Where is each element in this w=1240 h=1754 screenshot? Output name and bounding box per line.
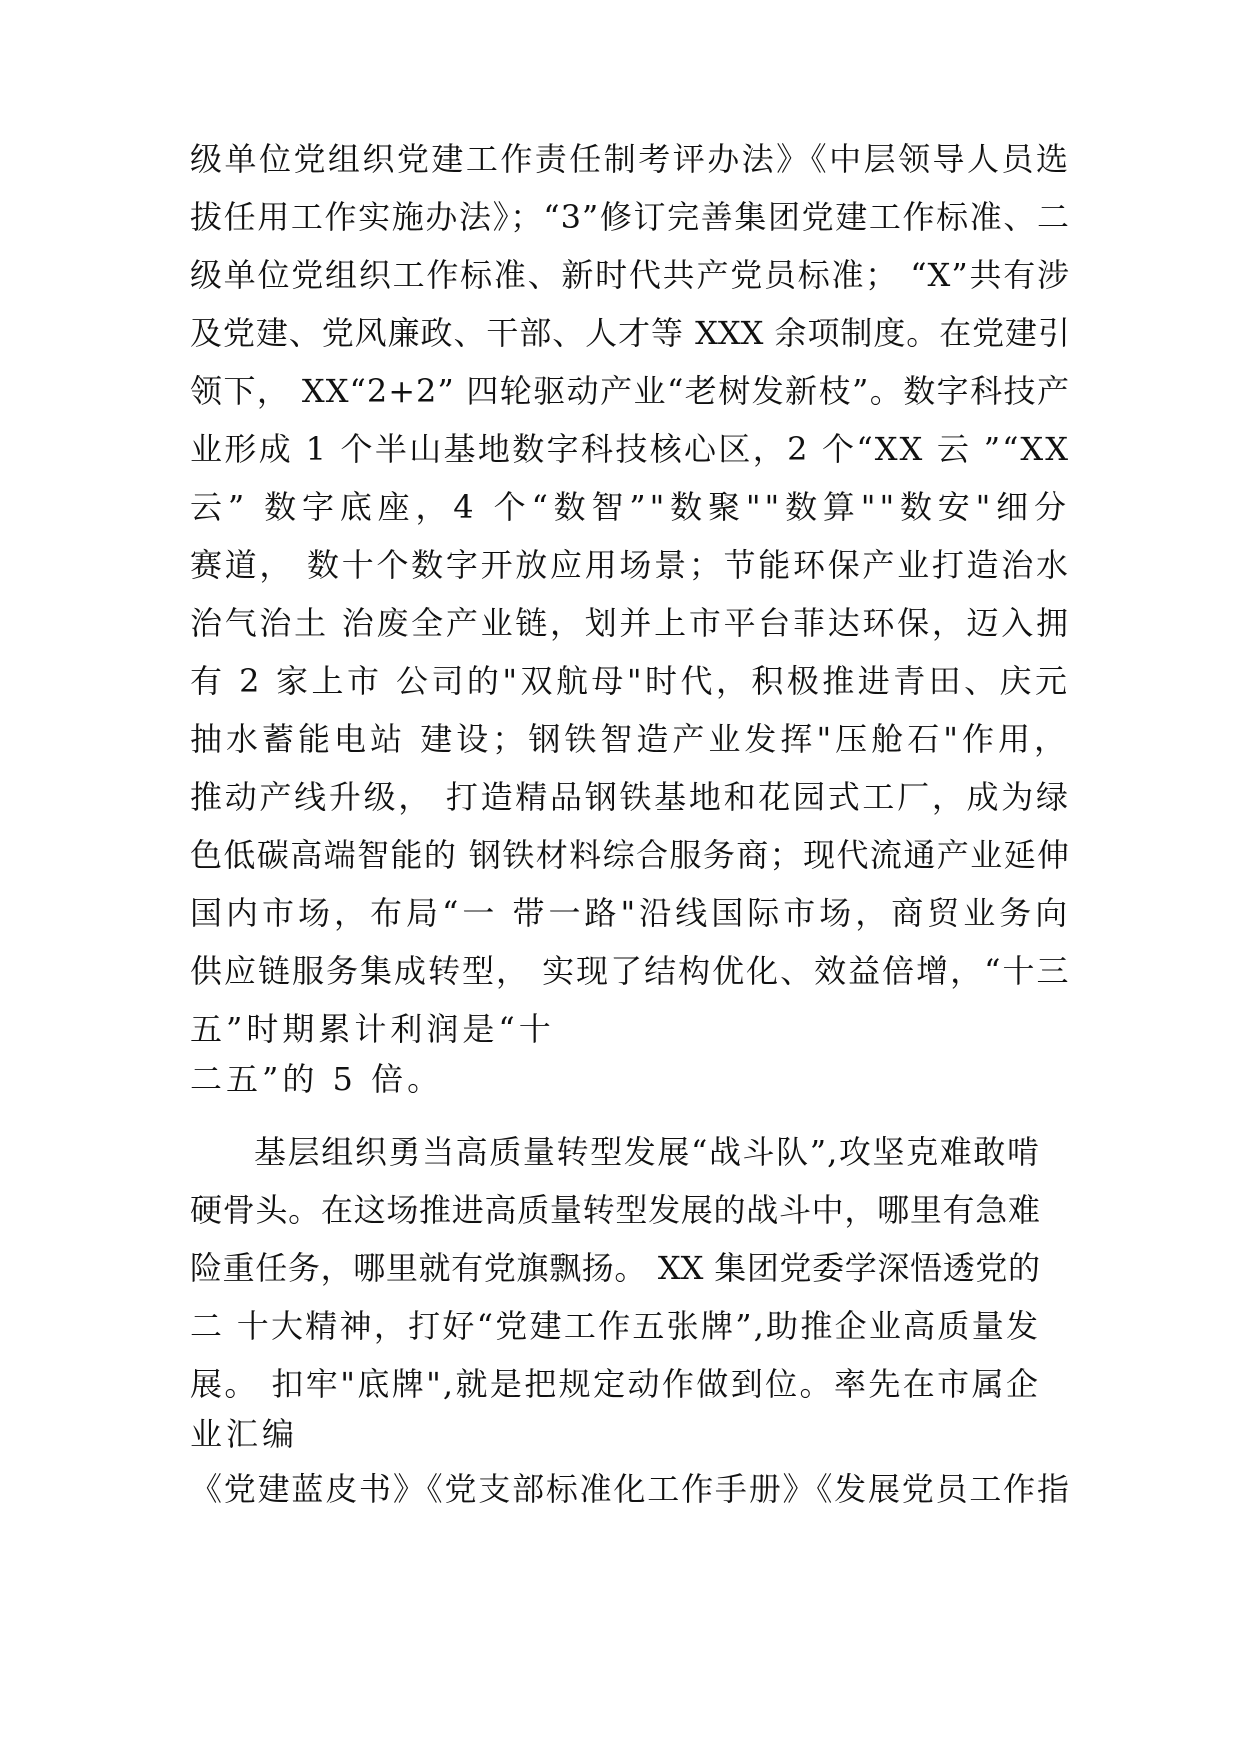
paragraph-1-line-5: 领下， XX“2+2” 四轮驱动产业“老树发新枝”。数字科技产 (190, 372, 1070, 410)
paragraph-1-line-14: 国内市场，布局“一 带一路"沿线国际市场，商贸业务向 (190, 894, 1072, 932)
paragraph-1-line-11: 抽水蓄能电站 建设；钢铁智造产业发挥"压舱石"作用， (190, 720, 1070, 758)
paragraph-2-line-1: 基层组织勇当高质量转型发展“战斗队”,攻坚克难敢啃 (254, 1133, 1040, 1171)
paragraph-1-line-7: 云” 数字底座，4 个“数智”"数聚""数算""数安"细分 (190, 488, 1070, 526)
paragraph-2-line-5: 展。 扣牢"底牌",就是把规定动作做到位。率先在市属企 (190, 1365, 1040, 1403)
paragraph-1-line-9: 治气治土 治废全产业链，划并上市平台菲达环保，迈入拥 (190, 604, 1070, 642)
paragraph-1-line-16: 五”时期累计利润是“十 (190, 1010, 555, 1048)
paragraph-2-line-4: 二 十大精神，打好“党建工作五张牌”,助推企业高质量发 (190, 1307, 1040, 1345)
paragraph-1-line-3: 级单位党组织工作标准、新时代共产党员标准； “X”共有涉 (190, 256, 1070, 294)
paragraph-1-line-13: 色低碳高端智能的 钢铁材料综合服务商；现代流通产业延伸 (190, 836, 1070, 874)
paragraph-2-line-6: 业汇编 (190, 1415, 299, 1453)
paragraph-1-line-2: 拔任用工作实施办法》；“3”修订完善集团党建工作标准、二 (190, 198, 1070, 236)
paragraph-1-line-6: 业形成 1 个半山基地数字科技核心区，2 个“XX 云 ”“XX (190, 430, 1070, 468)
paragraph-1-line-1: 级单位党组织党建工作责任制考评办法》《中层领导人员选 (190, 140, 1070, 178)
paragraph-1-line-8: 赛道， 数十个数字开放应用场景；节能环保产业打造治水 (190, 546, 1070, 584)
paragraph-1-line-17: 二五”的 5 倍。 (190, 1060, 444, 1098)
paragraph-1-line-10: 有 2 家上市 公司的"双航母"时代，积极推进青田、庆元 (190, 662, 1070, 700)
paragraph-2-line-3: 险重任务，哪里就有党旗飘扬。 XX 集团党委学深悟透党的 (190, 1249, 1040, 1287)
paragraph-2-line-2: 硬骨头。在这场推进高质量转型发展的战斗中，哪里有急难 (190, 1191, 1040, 1229)
paragraph-1-line-4: 及党建、党风廉政、干部、人才等 XXX 余项制度。在党建引 (190, 314, 1070, 352)
paragraph-2-line-7: 《党建蓝皮书》《党支部标准化工作手册》《发展党员工作指 (190, 1470, 1070, 1508)
paragraph-1-line-12: 推动产线升级， 打造精品钢铁基地和花园式工厂，成为绿 (190, 778, 1070, 816)
paragraph-1-line-15: 供应链服务集成转型， 实现了结构优化、效益倍增，“十三 (190, 952, 1071, 990)
